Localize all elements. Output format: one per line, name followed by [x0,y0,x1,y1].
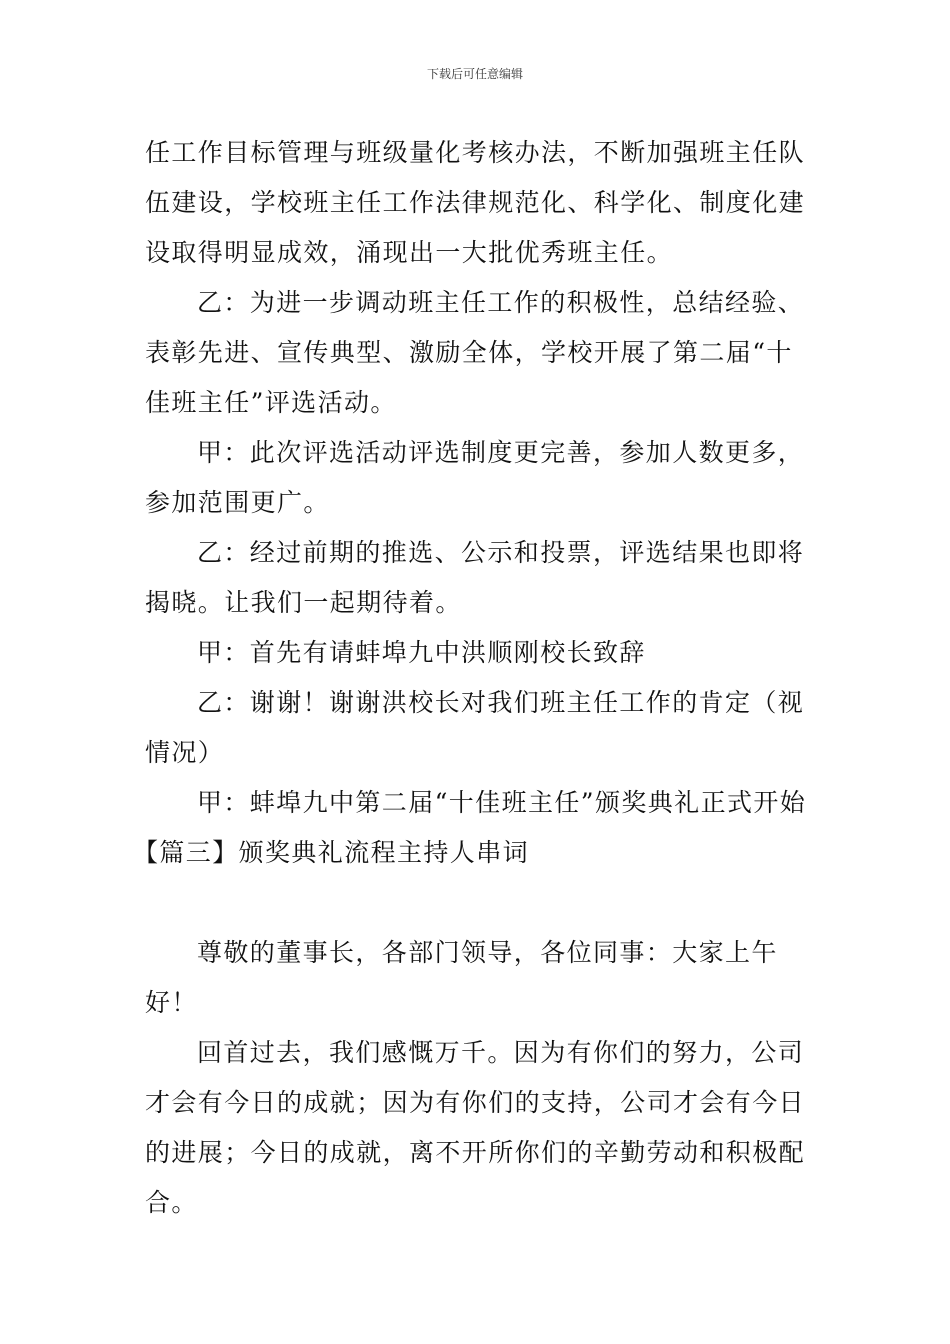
paragraph-continuation: 任工作目标管理与班级量化考核办法，不断加强班主任队伍建设，学校班主任工作法律规范化、科学化、制度化建设取得明显成效，涌现出一大批优秀班主任。 [145,138,806,267]
page-header: 下载后可任意编辑 [426,67,523,81]
paragraph-speech: 回首过去，我们感慨万千。因为有你们的努力，公司才会有今日的成就；因为有你们的支持，公司才会有今日的进展；今日的成就，离不开所你们的辛勤劳动和积极配合。 [145,1038,806,1217]
paragraph-greeting: 尊敬的董事长，各部门领导，各位同事：大家上午好！ [145,938,778,1017]
paragraph-dialogue: 甲：此次评选活动评选制度更完善，参加人数更多，参加范围更广。 [145,438,805,517]
paragraph-dialogue: 甲：首先有请蚌埠九中洪顺刚校长致辞 [197,638,646,667]
paragraph-dialogue: 乙：经过前期的推选、公示和投票，评选结果也即将揭晓。让我们一起期待着。 [145,538,805,617]
paragraph-dialogue: 甲：蚌埠九中第二届“十佳班主任”颁奖典礼正式开始 [197,788,807,817]
blank-line [145,878,807,928]
paragraph-dialogue: 乙：谢谢！谢谢洪校长对我们班主任工作的肯定（视情况） [145,688,805,767]
paragraph-dialogue: 乙：为进一步调动班主任工作的积极性，总结经验、表彰先进、宣传典型、激励全体，学校开展了第二届“十佳班主任”评选活动。 [145,288,805,417]
document-body [133,128,807,1228]
section-heading-text: 【篇三】颁奖典礼流程主持人串词 [133,838,530,867]
section-heading [133,828,807,878]
